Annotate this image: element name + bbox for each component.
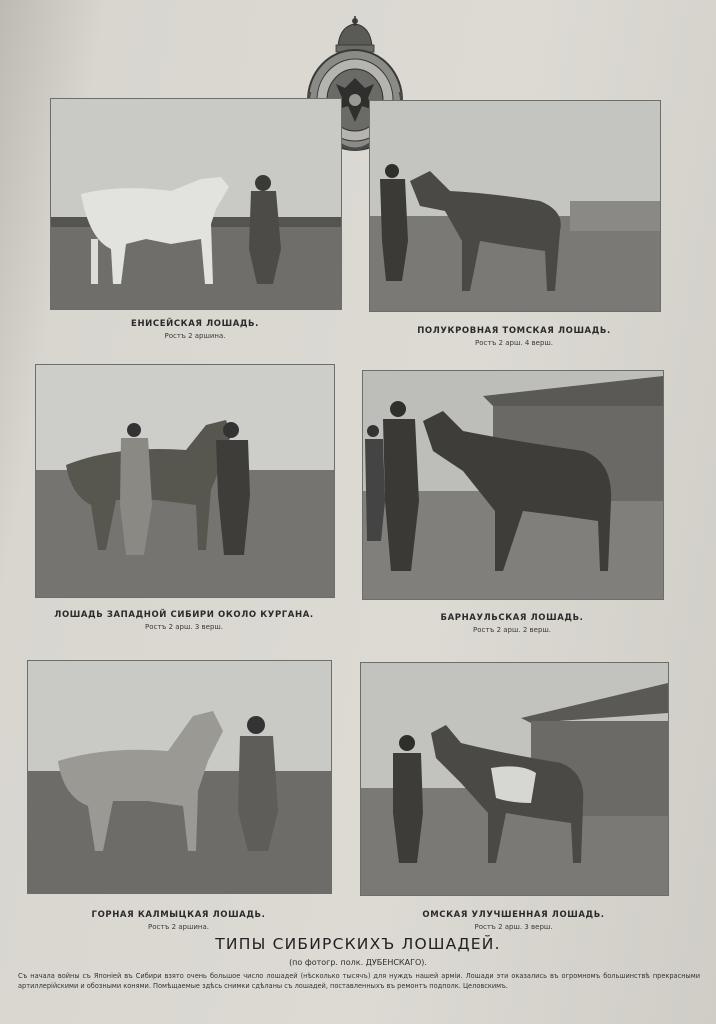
caption-height: Ростъ 2 аршина. <box>147 923 210 931</box>
page-title: ТИПЫ СИБИРСКИХЪ ЛОШАДЕЙ. <box>215 935 501 953</box>
body-paragraph: Съ начала войны съ Японіей въ Сибири взято очень большое число лошадей (нѣсколько тысячъ) для нуждъ нашей арміи. Лошади эти оказались въ огромномъ большинствѣ прекрасными артиллерійскими и обозными конями. Помѣщаемые здѣсь снимки сдѣланы съ лошадей, поставленныхъ въ ремонтъ подполк. Целовскимъ. <box>18 972 700 990</box>
photo-yenisei-horse <box>50 98 342 310</box>
caption-4 <box>362 613 662 634</box>
caption-2 <box>369 326 659 347</box>
caption-title: БАРНАУЛЬСКАЯ ЛОШАДЬ. <box>440 613 584 623</box>
caption-title: ОМСКАЯ УЛУЧШЕННАЯ ЛОШАДЬ. <box>422 910 605 920</box>
caption-title: ЕНИСЕЙСКАЯ ЛОШАДЬ. <box>131 319 259 329</box>
caption-5 <box>27 910 330 931</box>
caption-6 <box>360 910 667 931</box>
caption-height: Ростъ 2 арш. 2 верш. <box>472 626 552 634</box>
caption-title: ЛОШАДЬ ЗАПАДНОЙ СИБИРИ ОКОЛО КУРГАНА. <box>54 610 314 620</box>
photo-tomsk-horse <box>369 100 661 312</box>
photo-omsk-horse <box>360 662 669 896</box>
caption-title: ГОРНАЯ КАЛМЫЦКАЯ ЛОШАДЬ. <box>91 910 266 920</box>
caption-3 <box>35 610 333 631</box>
caption-height: Ростъ 2 арш. 4 верш. <box>474 339 554 347</box>
caption-title: ПОЛУКРОВНАЯ ТОМСКАЯ ЛОШАДЬ. <box>417 326 611 336</box>
photo-kurgan-horse <box>35 364 335 598</box>
caption-height: Ростъ 2 арш. 3 верш. <box>474 923 553 931</box>
caption-height: Ростъ 2 арш. 3 верш. <box>144 623 224 631</box>
caption-1 <box>50 319 340 340</box>
page-subtitle: (по фотогр. полк. ДУБЕНСКАГО). <box>289 958 427 967</box>
caption-height: Ростъ 2 аршина. <box>164 332 226 340</box>
photo-kalmyk-horse <box>27 660 332 894</box>
photo-barnaul-horse <box>362 370 664 600</box>
